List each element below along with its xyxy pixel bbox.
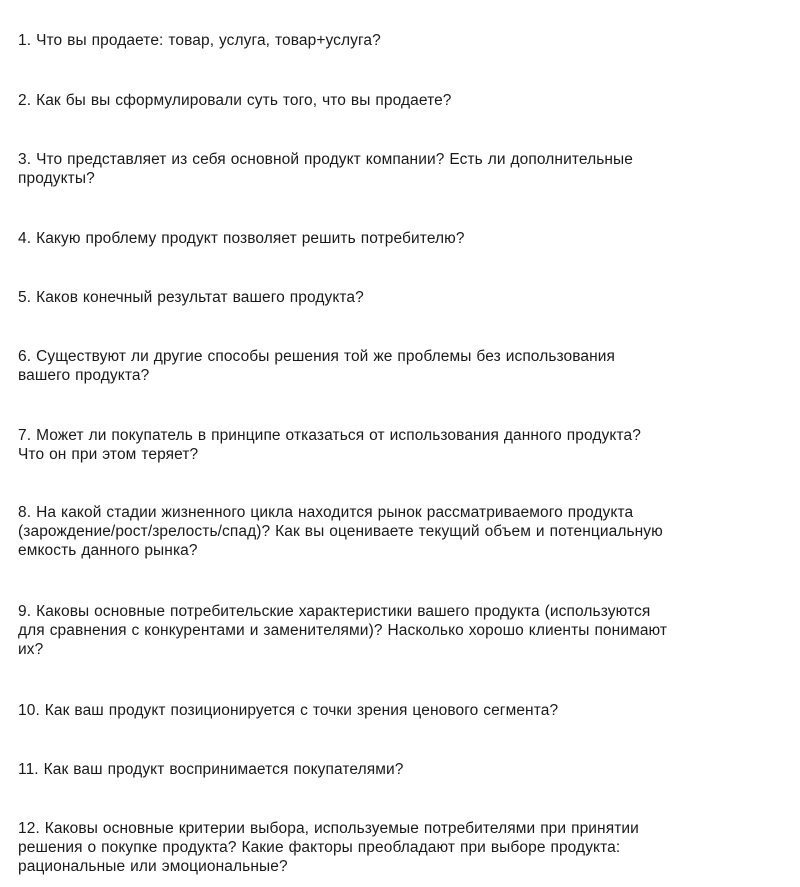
- question-text-line: Что вы продаете: товар, услуга, товар+услуга?: [36, 32, 381, 49]
- question-10: [18, 701, 790, 720]
- question-12: [18, 819, 790, 876]
- question-text-line: Как бы вы сформулировали суть того, что вы продаете?: [36, 92, 452, 109]
- question-number: 5.: [18, 289, 32, 306]
- question-1: [18, 31, 790, 50]
- question-number: 2.: [18, 92, 32, 109]
- question-9: [18, 602, 790, 659]
- question-text-line: вашего продукта?: [18, 367, 150, 384]
- question-text-line: емкость данного рынка?: [18, 542, 198, 559]
- question-text-line: их?: [18, 641, 44, 658]
- question-text-line: решения о покупке продукта? Какие факторы преобладают при выборе продукта:: [18, 839, 621, 856]
- question-text-line: Что представляет из себя основной продукт компании? Есть ли дополнительные: [36, 151, 634, 168]
- question-5: [18, 288, 790, 307]
- question-text-line: продукты?: [18, 170, 95, 187]
- question-8: [18, 503, 790, 560]
- question-number: 11.: [18, 761, 39, 778]
- question-6: [18, 347, 790, 385]
- question-11: [18, 760, 790, 779]
- question-number: 1.: [18, 32, 32, 49]
- question-text-line: Каков конечный результат вашего продукта?: [36, 289, 364, 306]
- question-number: 6.: [18, 348, 32, 365]
- question-number: 7.: [18, 427, 32, 444]
- question-number: 10.: [18, 702, 40, 719]
- question-number: 4.: [18, 230, 32, 247]
- question-text-line: Каковы основные критерии выбора, используемые потребителями при принятии: [44, 820, 639, 837]
- question-7: [18, 426, 790, 464]
- question-text-line: Как ваш продукт воспринимается покупателями?: [43, 761, 404, 778]
- question-text-line: Существуют ли другие способы решения той же проблемы без использования: [36, 348, 616, 365]
- question-text-line: (зарождение/рост/зрелость/спад)? Как вы оцениваете текущий объем и потенциальную: [18, 523, 663, 540]
- question-3: [18, 150, 790, 188]
- question-text-line: Как ваш продукт позиционируется с точки зрения ценового сегмента?: [44, 702, 559, 719]
- question-text-line: рациональные или эмоциональные?: [18, 858, 288, 875]
- question-text-line: для сравнения с конкурентами и заменителями)? Насколько хорошо клиенты понимают: [18, 622, 668, 639]
- question-number: 9.: [18, 603, 32, 620]
- question-number: 3.: [18, 151, 32, 168]
- question-text-line: Какую проблему продукт позволяет решить потребителю?: [36, 230, 465, 247]
- question-text-line: Каковы основные потребительские характеристики вашего продукта (используются: [36, 603, 651, 620]
- question-text-line: Может ли покупатель в принципе отказаться от использования данного продукта?: [36, 427, 641, 444]
- question-number: 12.: [18, 820, 40, 837]
- question-2: [18, 91, 790, 110]
- question-text-line: На какой стадии жизненного цикла находится рынок рассматриваемого продукта: [36, 504, 634, 521]
- question-text-line: Что он при этом теряет?: [18, 446, 199, 463]
- question-4: [18, 229, 790, 248]
- question-number: 8.: [18, 504, 32, 521]
